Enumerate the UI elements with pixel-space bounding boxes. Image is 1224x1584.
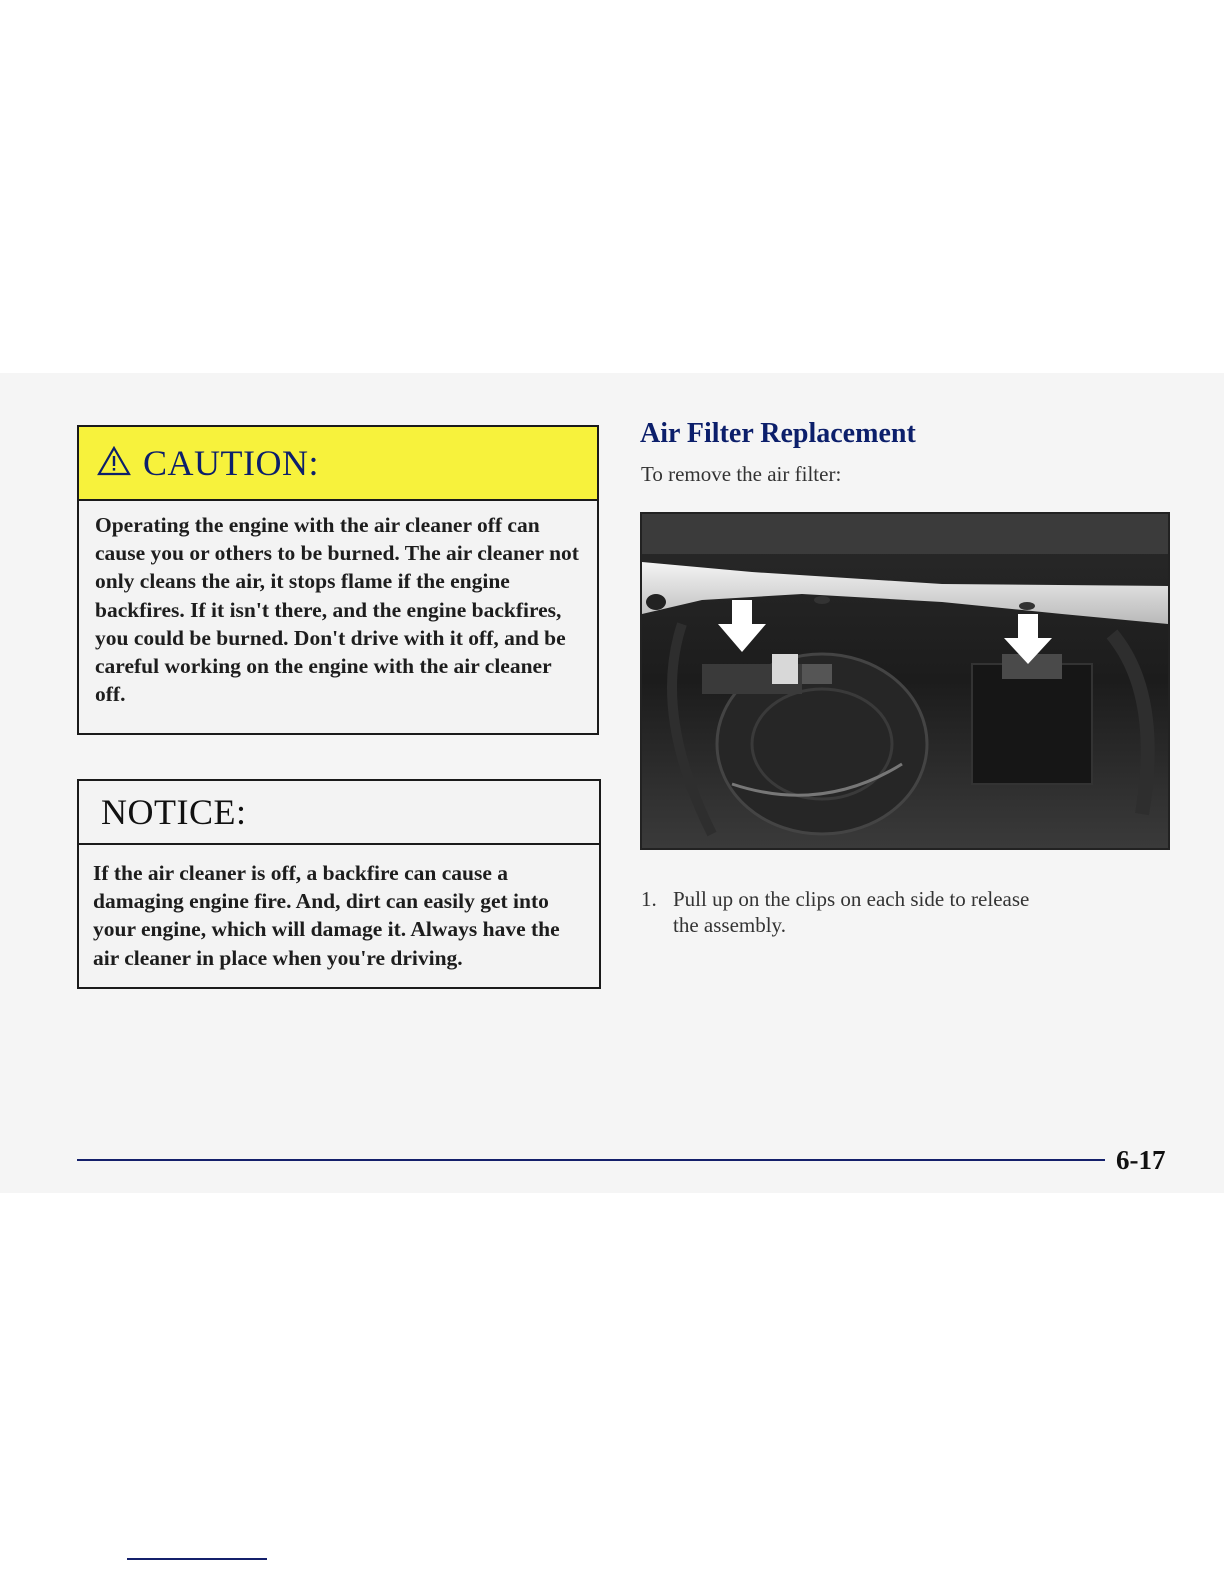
notice-title: NOTICE:: [101, 792, 247, 832]
caution-title: CAUTION:: [143, 443, 319, 483]
step-list: [641, 886, 1081, 938]
footer-rule: [77, 1159, 1105, 1161]
page-number: 6-17: [1116, 1145, 1166, 1175]
intro-text: To remove the air filter:: [641, 462, 842, 486]
notice-box: [77, 779, 601, 989]
step-text-continued: the assembly.: [673, 913, 786, 937]
notice-header: [79, 781, 599, 845]
step-number: 1.: [641, 887, 657, 911]
section-heading: Air Filter Replacement: [640, 418, 916, 449]
warning-triangle-icon: [97, 446, 131, 481]
bottom-rule: [127, 1558, 267, 1560]
caution-text: Operating the engine with the air cleaner off can cause you or others to be burned. The air cleaner not only cleans the air, it stops flame if the engine backfires. If it isn't there, and the engine backfires, you could be burned. Don't drive with it off, and be careful working on the engine with the air cleaner off.: [95, 513, 579, 707]
engine-air-cleaner-photo: [640, 512, 1170, 850]
caution-box: [77, 425, 599, 735]
step-text: Pull up on the clips on each side to release: [673, 887, 1030, 911]
list-item: [641, 886, 1081, 912]
notice-text: If the air cleaner is off, a backfire can cause a damaging engine fire. And, dirt can easily get into your engine, which will damage it. Always have the air cleaner in place when you're driving.: [93, 861, 560, 970]
caution-header: [79, 427, 597, 501]
